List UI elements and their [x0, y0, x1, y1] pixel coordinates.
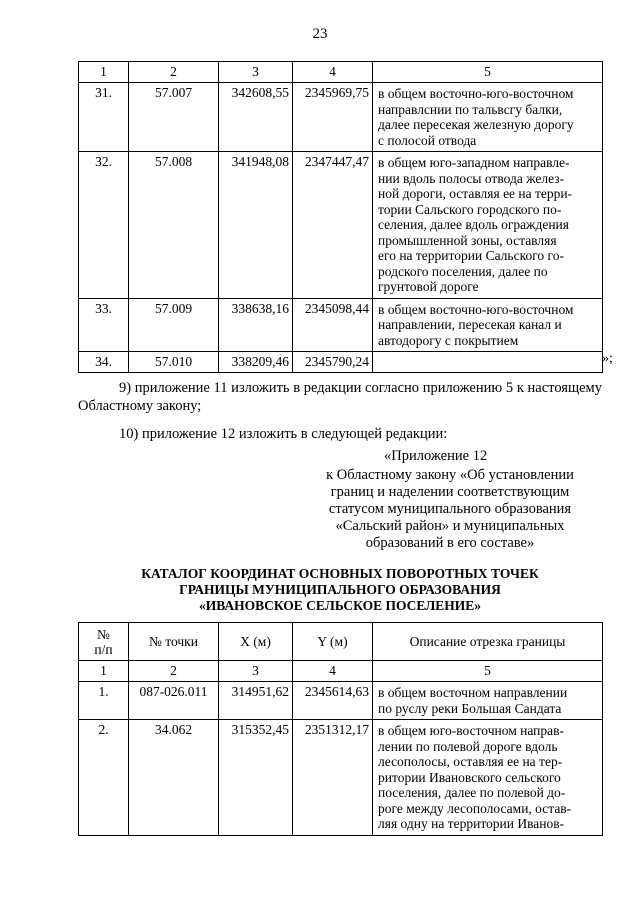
description-line: далее пересекая железную дорогу — [378, 117, 574, 132]
point-id: 57.010 — [129, 352, 219, 373]
description-line: направлснии по тальвсгу балки, — [378, 101, 563, 117]
table-row — [79, 298, 603, 352]
segment-description — [373, 682, 603, 720]
description-line: в общем восточно-юго-восточном — [378, 301, 574, 317]
paragraph-item-10: 10) приложение 12 изложить в следующей редакции: — [119, 426, 448, 442]
description-line: нии вдоль полосы отвода желез- — [378, 170, 565, 186]
column-number-cell: 1 — [79, 62, 129, 83]
description-line: селения, далее вдоль ограждения — [378, 217, 569, 232]
column-number-cell: 2 — [129, 62, 219, 83]
coordinates-table-continued — [78, 61, 603, 373]
column-number-cell: 4 — [293, 661, 373, 682]
catalog-heading — [80, 566, 600, 614]
row-index: 32. — [79, 152, 129, 299]
x-coordinate: 314951,62 — [219, 682, 293, 720]
description-line: направлении, пересекая канал и — [378, 317, 562, 332]
description-line: ритории Ивановского сельского — [378, 769, 561, 785]
appendix-line: «Сальский район» и муниципальных — [335, 518, 565, 534]
header-description: Описание отрезка границы — [373, 623, 603, 661]
description-line: тории Сальского городского по- — [378, 201, 562, 217]
description-line: в общем юго-западном направле- — [378, 155, 570, 170]
closing-quote: »; — [602, 351, 613, 366]
segment-description — [373, 352, 603, 373]
x-coordinate: 341948,08 — [219, 152, 293, 299]
segment-description — [373, 720, 603, 836]
point-id: 34.062 — [129, 720, 219, 836]
point-id: 087-026.011 — [129, 682, 219, 720]
point-id: 57.009 — [129, 298, 219, 352]
table-row — [79, 152, 603, 299]
description-line: грунтовой дороге — [378, 279, 479, 294]
description-line: его на территории Сальского го- — [378, 248, 564, 263]
description-line: по руслу реки Большая Сандата — [378, 700, 562, 716]
x-coordinate: 338209,46 — [219, 352, 293, 373]
row-index: 33. — [79, 298, 129, 352]
header-y: Y (м) — [293, 623, 373, 661]
x-coordinate: 342608,55 — [219, 83, 293, 152]
description-line: с полосой отвода — [378, 132, 477, 148]
column-number-cell: 5 — [373, 661, 603, 682]
description-line: промышленной зоны, оставляя — [378, 232, 557, 248]
table-row — [79, 83, 603, 152]
table-header-row — [79, 62, 603, 83]
description-line: поселения, далее по полевой до- — [378, 785, 566, 800]
appendix-line: образований в его составе» — [365, 535, 535, 551]
header-point: № точки — [129, 623, 219, 661]
row-index: 31. — [79, 83, 129, 152]
paragraph-item-9: 9) приложение 11 изложить в редакции согласно приложению 5 к настоящему Областному закону; — [78, 380, 602, 414]
table-numbering-row — [79, 661, 603, 682]
column-number-cell: 4 — [293, 62, 373, 83]
y-coordinate: 2347447,47 — [293, 152, 373, 299]
segment-description — [373, 83, 603, 152]
description-line: в общем восточном направлении — [378, 685, 568, 700]
appendix-line: к Областному закону «Об установлении — [326, 467, 574, 483]
segment-description — [373, 298, 603, 352]
catalog-heading-line: ГРАНИЦЫ МУНИЦИПАЛЬНОГО ОБРАЗОВАНИЯ — [179, 582, 501, 597]
table-header-row — [79, 623, 603, 661]
y-coordinate: 2345098,44 — [293, 298, 373, 352]
segment-description — [373, 152, 603, 299]
description-line: в общем восточно-юго-восточном — [378, 86, 574, 101]
description-line: ляя одну на территории Иванов- — [378, 816, 565, 831]
column-number-cell: 2 — [129, 661, 219, 682]
catalog-heading-line: «ИВАНОВСКОЕ СЕЛЬСКОЕ ПОСЕЛЕНИЕ» — [198, 598, 482, 613]
page-number: 23 — [312, 26, 328, 42]
y-coordinate: 2345614,63 — [293, 682, 373, 720]
y-coordinate: 2345969,75 — [293, 83, 373, 152]
description-line: автодорогу с покрытием — [378, 332, 519, 348]
description-line: роге между лесополосами, остав- — [378, 800, 572, 816]
row-index: 2. — [79, 720, 129, 836]
table-row — [79, 352, 603, 373]
y-coordinate: 2351312,17 — [293, 720, 373, 836]
row-index: 1. — [79, 682, 129, 720]
description-line: родского поселения, далее по — [378, 263, 548, 279]
catalog-heading-line: КАТАЛОГ КООРДИНАТ ОСНОВНЫХ ПОВОРОТНЫХ ТОЧЕК — [141, 566, 539, 581]
header-number-bottom: п/п — [94, 641, 113, 657]
point-id: 57.008 — [129, 152, 219, 299]
appendix-line: статусом муниципального образования — [328, 501, 572, 517]
x-coordinate: 315352,45 — [219, 720, 293, 836]
table-row — [79, 720, 603, 836]
table-row — [79, 682, 603, 720]
header-number-top: № — [97, 626, 110, 642]
appendix-subtitle — [300, 467, 600, 552]
column-number-cell: 3 — [219, 661, 293, 682]
column-number-cell: 3 — [219, 62, 293, 83]
coordinates-catalog-table — [78, 622, 603, 836]
y-coordinate: 2345790,24 — [293, 352, 373, 373]
row-index: 34. — [79, 352, 129, 373]
header-number — [79, 623, 129, 661]
appendix-line: границ и наделении соответствующим — [330, 484, 570, 500]
description-line: лении по полевой дороге вдоль — [378, 738, 558, 754]
column-number-cell: 1 — [79, 661, 129, 682]
point-id: 57.007 — [129, 83, 219, 152]
x-coordinate: 338638,16 — [219, 298, 293, 352]
header-x: X (м) — [219, 623, 293, 661]
description-line: в общем юго-восточном направ- — [378, 723, 564, 738]
column-number-cell: 5 — [373, 62, 603, 83]
appendix-title: «Приложение 12 — [384, 448, 488, 464]
description-line: ной дороги, оставляя ее на терри- — [378, 186, 573, 201]
description-line: лесополосы, оставляя ее на тер- — [378, 754, 563, 769]
